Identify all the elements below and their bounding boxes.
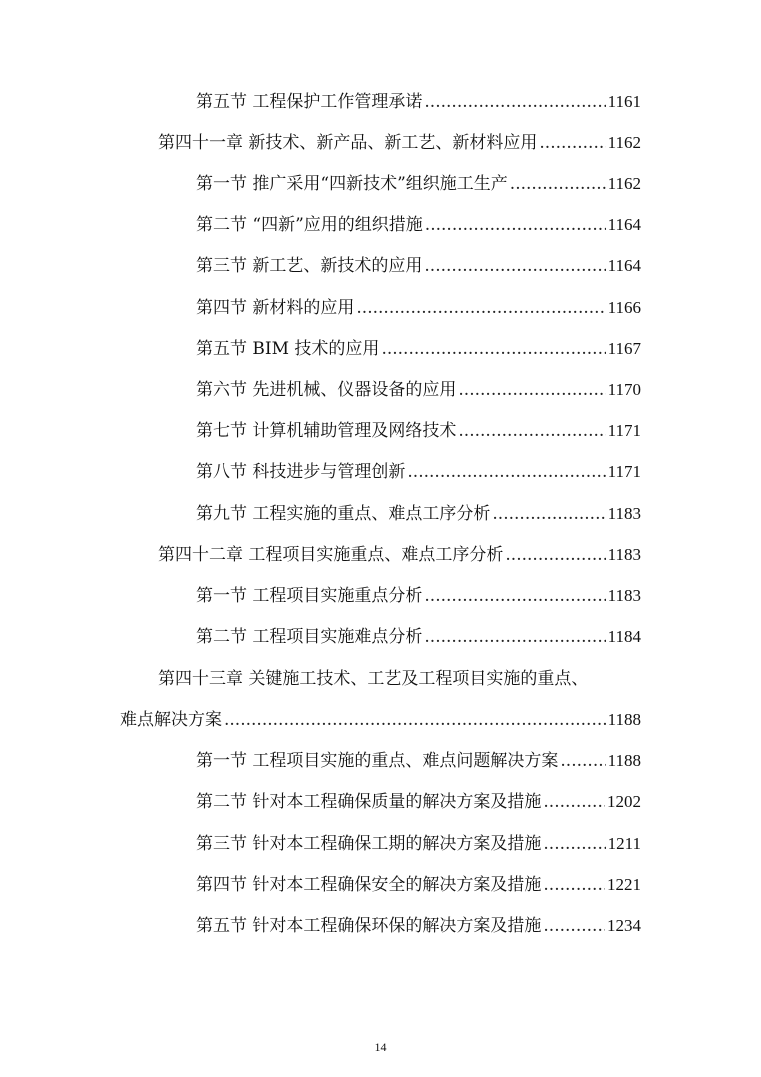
toc-leader	[424, 584, 605, 608]
page-number: 14	[374, 1040, 387, 1054]
toc-entry	[196, 584, 641, 608]
toc-entry-title: 第一节 工程项目实施重点分析	[196, 586, 423, 606]
toc-leader	[543, 790, 605, 814]
toc-entry-page: 1162	[607, 133, 641, 152]
toc-entry-page: 1166	[607, 298, 641, 317]
toc-entry-page: 1171	[607, 462, 641, 481]
toc-chapter-entry	[158, 131, 641, 155]
toc-entry-page: 1183	[607, 586, 641, 605]
toc-entry-page: 1234	[607, 916, 641, 935]
toc-entry	[196, 378, 641, 402]
toc-entry-title: 第四节 针对本工程确保安全的解决方案及措施	[196, 875, 542, 895]
toc-entry-page: 1164	[607, 215, 641, 234]
toc-entry-page: 1184	[607, 627, 641, 646]
toc-leader	[458, 419, 605, 443]
toc-leader	[381, 337, 605, 361]
toc-leader	[424, 90, 605, 114]
toc-entry-page: 1162	[607, 174, 641, 193]
toc-entry-title: 第九节 工程实施的重点、难点工序分析	[196, 504, 491, 524]
toc-entry-title: 第八节 科技进步与管理创新	[196, 462, 406, 482]
toc-leader	[539, 131, 605, 155]
toc-leader	[425, 213, 606, 237]
toc-leader	[543, 873, 605, 897]
toc-entry-title: 第三节 新工艺、新技术的应用	[196, 256, 423, 276]
toc-entry-title: 第一节 推广采用“四新技术”组织施工生产	[196, 174, 508, 194]
toc-entry-title: 第七节 计算机辅助管理及网络技术	[196, 421, 457, 441]
toc-entry	[196, 790, 641, 814]
toc-entry-title: 第二节 针对本工程确保质量的解决方案及措施	[196, 792, 542, 812]
toc-leader	[424, 254, 605, 278]
toc-entry-title: 第二节 “四新”应用的组织措施	[196, 215, 423, 235]
toc-entry	[196, 873, 641, 897]
toc-entry-page: 1164	[607, 256, 641, 275]
toc-entry	[196, 460, 641, 484]
toc-entry	[196, 254, 641, 278]
toc-entry-page: 1221	[607, 875, 641, 894]
toc-chapter-heading	[158, 667, 641, 691]
toc-leader	[224, 708, 606, 732]
toc-entry-page: 1211	[607, 834, 641, 853]
toc-entry-page: 1188	[607, 751, 641, 770]
toc-entry-title: 难点解决方案	[120, 710, 222, 730]
toc-entry	[196, 337, 641, 361]
toc-leader	[424, 625, 605, 649]
toc-entry-title: 第四十三章 关键施工技术、工艺及工程项目实施的重点、	[158, 669, 589, 689]
toc-entry	[196, 832, 641, 856]
toc-leader	[560, 749, 605, 773]
toc-entry	[196, 419, 641, 443]
toc-entry-page: 1202	[607, 792, 641, 811]
toc-entry	[196, 213, 641, 237]
toc-entry	[196, 296, 641, 320]
toc-leader	[505, 543, 605, 567]
toc-entry-page: 1183	[607, 504, 641, 523]
toc-leader	[492, 502, 605, 526]
toc-entry-title: 第一节 工程项目实施的重点、难点问题解决方案	[196, 751, 559, 771]
toc-entry-title: 第四十二章 工程项目实施重点、难点工序分析	[158, 545, 504, 565]
toc-entry	[196, 914, 641, 938]
toc-entry-title: 第六节 先进机械、仪器设备的应用	[196, 380, 457, 400]
toc-entry-page: 1183	[607, 545, 641, 564]
toc-leader	[543, 914, 605, 938]
toc-entry-title: 第五节 针对本工程确保环保的解决方案及措施	[196, 916, 542, 936]
toc-entry-title: 第四十一章 新技术、新产品、新工艺、新材料应用	[158, 133, 538, 153]
toc-entry-page: 1171	[607, 421, 641, 440]
toc-entry-page: 1170	[607, 380, 641, 399]
toc-entry-title: 第二节 工程项目实施难点分析	[196, 627, 423, 647]
toc-entry-title: 第五节 BIM 技术的应用	[196, 339, 380, 359]
toc-entry-title: 第五节 工程保护工作管理承诺	[196, 92, 423, 112]
toc-entry-title: 第四节 新材料的应用	[196, 298, 355, 318]
toc-entry	[196, 749, 641, 773]
toc-entry-page: 1167	[607, 339, 641, 358]
toc-leader	[407, 460, 605, 484]
toc-chapter-entry	[158, 543, 641, 567]
toc-leader	[356, 296, 605, 320]
toc-entry	[196, 502, 641, 526]
toc-chapter-continuation	[120, 708, 641, 732]
toc-entry-title: 第三节 针对本工程确保工期的解决方案及措施	[196, 834, 542, 854]
toc-leader	[458, 378, 605, 402]
toc-entry	[196, 625, 641, 649]
toc-entry	[196, 172, 641, 196]
toc-entry-page: 1161	[607, 92, 641, 111]
toc-entry-page: 1188	[607, 710, 641, 729]
toc-entry	[196, 90, 641, 114]
toc-leader	[510, 172, 606, 196]
toc-leader	[543, 832, 605, 856]
